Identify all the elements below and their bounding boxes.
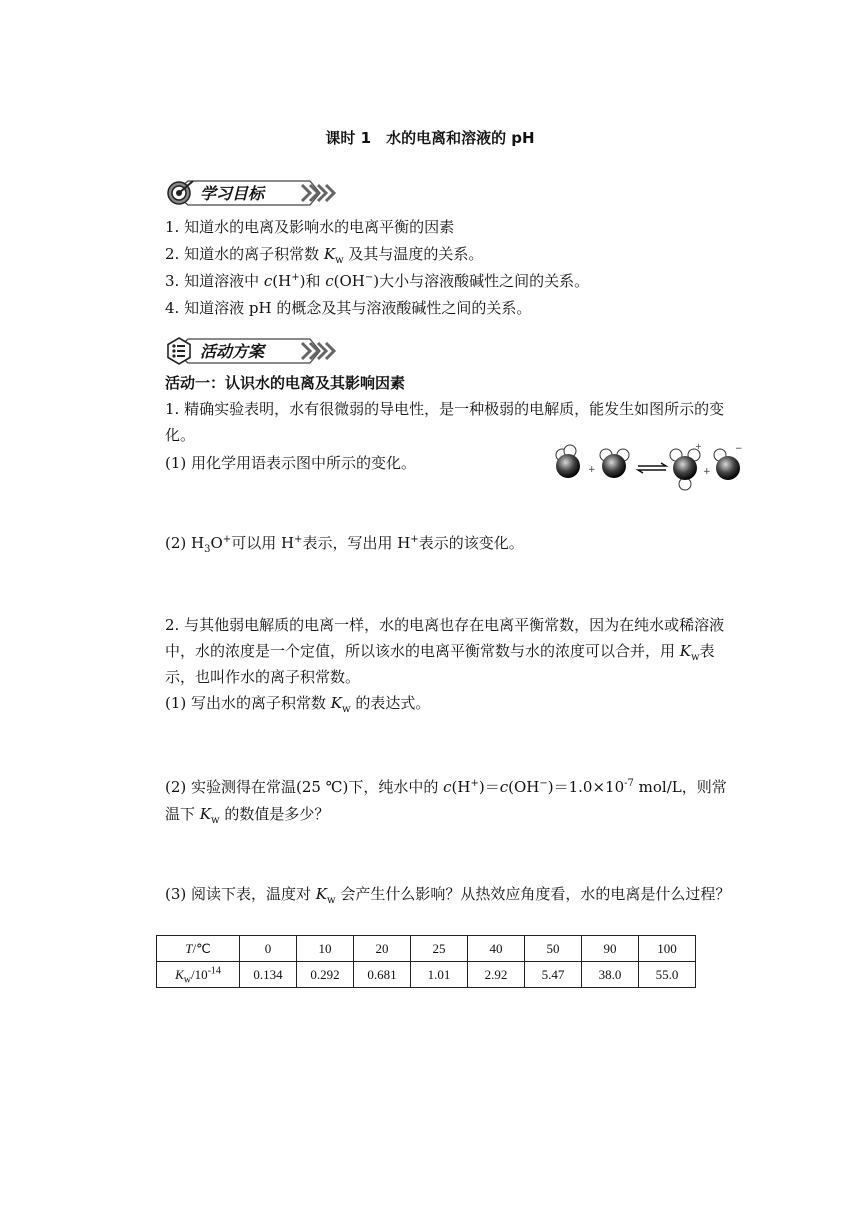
question-2-3: (3) 阅读下表，温度对 $K_w$ 会产生什么影响？从热效应角度看，水的电离是什么过程？ xyxy=(165,885,731,906)
table-cell: 55.0 xyxy=(639,962,696,988)
plus-sign-1: + xyxy=(588,465,596,475)
objective-3: 3. 知道溶液中 c(H+)和 c(OH−)大小与溶液酸碱性之间的关系。 xyxy=(165,272,590,290)
table-header-temperature: T/℃ xyxy=(157,936,240,962)
table-row xyxy=(157,962,696,988)
table-cell: 0 xyxy=(240,936,297,962)
objectives-badge-label: 学习目标 xyxy=(200,184,265,203)
table-header-kw: $K_w/10^{-14}$ xyxy=(157,962,240,988)
table-cell: 25 xyxy=(411,936,468,962)
table-cell: 0.292 xyxy=(297,962,354,988)
table-cell: 40 xyxy=(468,936,525,962)
water-molecule-2 xyxy=(600,449,629,478)
svg-text:+: + xyxy=(695,442,702,451)
activity-1-title: 活动一：认识水的电离及其影响因素 xyxy=(165,374,406,392)
hydronium-ion xyxy=(670,442,702,490)
table-cell: 0.134 xyxy=(240,962,297,988)
table-cell: 20 xyxy=(354,936,411,962)
svg-text:−: − xyxy=(735,444,743,454)
table-cell: 10 xyxy=(297,936,354,962)
table-cell: 100 xyxy=(639,936,696,962)
table-cell: 1.01 xyxy=(411,962,468,988)
question-1-1: (1) 用化学用语表示图中所示的变化。 xyxy=(165,454,417,472)
water-ionization-diagram xyxy=(548,442,748,494)
question-2-1: (1) 写出水的离子积常数 $K_w$ 的表达式。 xyxy=(165,694,431,715)
table-cell: 90 xyxy=(582,936,639,962)
activities-badge-label: 活动方案 xyxy=(200,342,265,361)
objective-1: 1. 知道水的电离及影响水的电离平衡的因素 xyxy=(165,218,455,236)
table-cell: 2.92 xyxy=(468,962,525,988)
kw-temperature-table xyxy=(156,935,696,988)
page-title: 课时 1 水的电离和溶液的 pH xyxy=(325,129,535,147)
question-2-2: (2) 实验测得在常温(25 ℃)下，纯水中的 $c(H^+)=c(OH^-)=1.0\times 10^{-7}$ mol/L，则常温下 $K_w$ 的数值是多少？ xyxy=(165,778,727,826)
equilibrium-arrow-icon xyxy=(638,463,666,473)
table-cell: 0.681 xyxy=(354,962,411,988)
hydroxide-ion xyxy=(714,444,743,480)
table-cell: 38.0 xyxy=(582,962,639,988)
activity-1-paragraph-1: 1. 精确实验表明，水有很微弱的导电性，是一种极弱的电解质，能发生如图所示的变化。 xyxy=(165,400,725,444)
table-cell: 5.47 xyxy=(525,962,582,988)
water-molecule-1 xyxy=(556,445,580,478)
objective-2: 2. 知道水的离子积常数 $K_w$ 及其与温度的关系。 xyxy=(165,245,484,266)
question-1-2: (2) $H_3O^+$可以用 H+表示，写出用 H+表示的该变化。 xyxy=(165,534,524,555)
table-cell: 50 xyxy=(525,936,582,962)
activity-1-paragraph-2: 2. 与其他弱电解质的电离一样，水的电离也存在电离平衡常数，因为在纯水或稀溶液中，水的浓度是一个定值，所以该水的电离平衡常数与水的浓度可以合并，用 $K_w$表示，也叫作水的离子积常数。 xyxy=(165,616,725,686)
objective-4: 4. 知道溶液 pH 的概念及其与溶液酸碱性之间的关系。 xyxy=(165,299,532,317)
activities-badge xyxy=(160,335,340,367)
plus-sign-2: + xyxy=(703,467,711,477)
table-row xyxy=(157,936,696,962)
objectives-badge xyxy=(160,177,340,209)
